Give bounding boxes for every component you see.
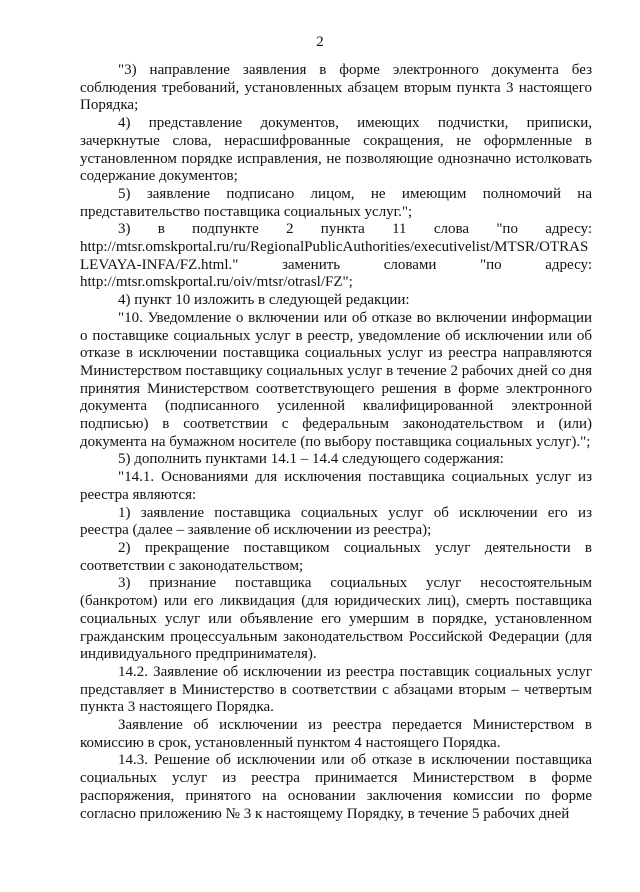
paragraph-14-1: "14.1. Основаниями для исключения поставщика социальных услуг из реестра являются: — [80, 469, 592, 503]
paragraph-subpoint-11-2: 3) в подпункте 2 пункта 11 слова "по адресу: http://mtsr.omskportal.ru/ru/RegionalPublicAuthorities/executivelist/MTSR/OTRASLEVAYA-INFA/FZ.html." заменить словами "по адресу: http://mtsr.omskportal.ru/oiv/mtsr/otrasl/FZ"; — [80, 221, 592, 291]
paragraph-point-10: "10. Уведомление о включении или об отказе во включении информации о поставщике социальных услуг в реестр, уведомление об исключении или об отказе в исключении поставщика социальных услуг из реестра направляются Министерством поставщику социальных услуг в течение 2 рабочих дней со дня принятия Министерством соответствующего решения в форме электронного документа (подписанного усиленной квалифицированной электронной подписью) в соответствии с федеральным законодательством и (или) документа на бумажном носителе (по выбору поставщика социальных услуг)."; — [80, 309, 592, 450]
paragraph-14-3: 14.3. Решение об исключении или об отказе в исключении поставщика социальных услуг из реестра принимается Министерством в форме распоряжения, принятого на основании заключения комиссии по форме согласно приложению № 3 к настоящему Порядку, в течение 5 рабочих дней — [80, 752, 592, 822]
paragraph-14-1-item-2: 2) прекращение поставщиком социальных услуг деятельности в соответствии с законодательством; — [80, 539, 592, 574]
paragraph-point-10-intro: 4) пункт 10 изложить в следующей редакции: — [118, 292, 410, 309]
paragraph-add-points-intro: 5) дополнить пунктами 14.1 – 14.4 следующего содержания: — [118, 451, 504, 468]
paragraph-item-3: "3) направление заявления в форме электронного документа без соблюдения требований, установленных абзацем вторым пункта 3 настоящего Порядка; — [80, 62, 592, 114]
paragraph-14-1-item-3: 3) признание поставщика социальных услуг несостоятельным (банкротом) или его ликвидация (для юридических лиц), смерть поставщика социальных услуг или объявление его умершим в порядке, установленном гражданским процессуальным законодательством Российской Федерации (для индивидуального предпринимателя). — [80, 575, 592, 663]
paragraph-item-4: 4) представление документов, имеющих подчистки, приписки, зачеркнутые слова, нерасшифрованные сокращения, не оформленные в установленном порядке исправления, не позволяющие однозначно истолковать содержание документов; — [80, 115, 592, 185]
paragraph-14-1-item-1: 1) заявление поставщика социальных услуг об исключении его из реестра (далее – заявление об исключении из реестра); — [80, 504, 592, 539]
paragraph-14-2: 14.2. Заявление об исключении из реестра поставщик социальных услуг представляет в Министерство в соответствии с абзацами вторым – четвертым пункта 3 настоящего Порядка. — [80, 663, 592, 716]
paragraph-item-5: 5) заявление подписано лицом, не имеющим полномочий на представительство поставщика социальных услуг."; — [80, 185, 592, 220]
paragraph-14-2-transfer: Заявление об исключении из реестра передается Министерством в комиссию в срок, установленный пунктом 4 настоящего Порядка. — [80, 717, 592, 751]
page-number: 2 — [316, 34, 324, 50]
document-body — [80, 62, 592, 823]
